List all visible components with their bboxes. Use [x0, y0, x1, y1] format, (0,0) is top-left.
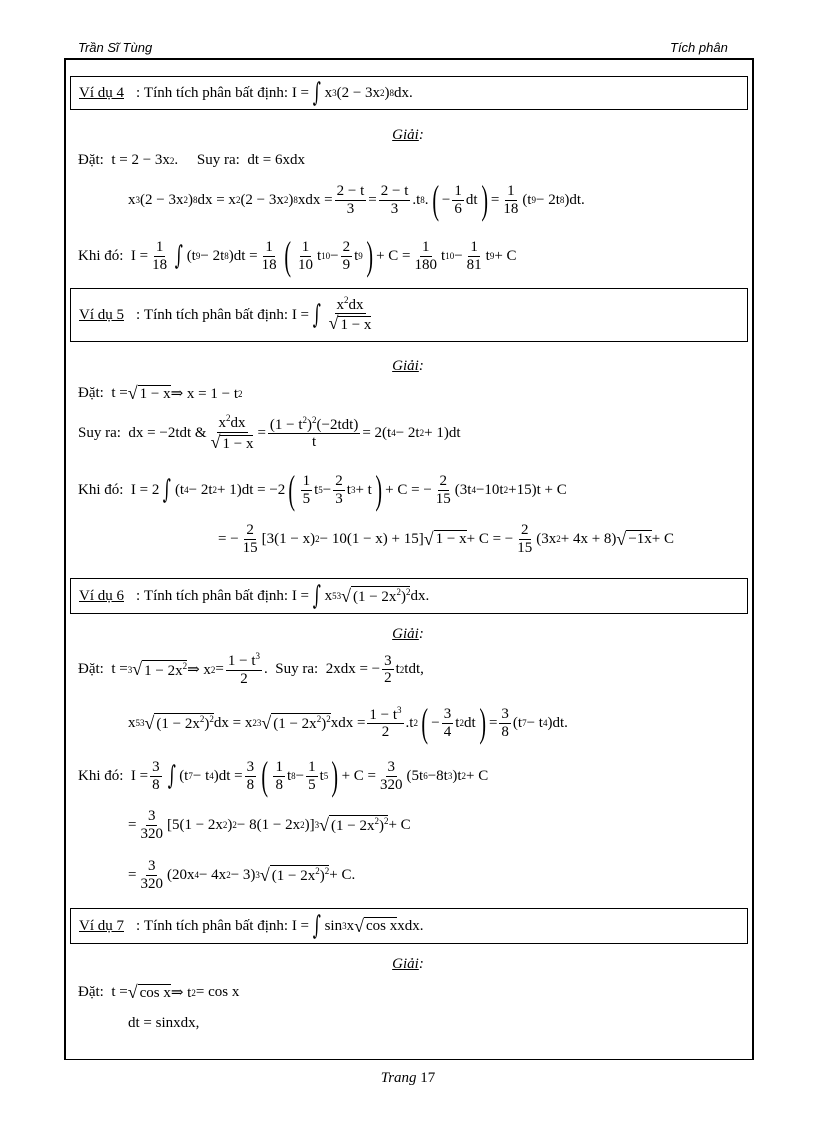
solution-heading: Giải: [392, 358, 424, 374]
formula-line: Đặt: t = √ cos x ⇒ t 2 = cos x [78, 982, 240, 1002]
formula-line: Khi đó: I = 2 ∫ (t 4 − 2t 2 + 1)dt = −2 ( $\frac{1}{5}$ t 5 − $\frac{2}{3}$ t 3 + t ) + C = − $\frac{2}{15}$ (3t 4 −10t 2 +15)t + C [78, 467, 567, 512]
example-label: Ví dụ 7 [79, 917, 124, 934]
page-footer: Trang 17 [380, 1070, 436, 1086]
example-label: Ví dụ 4 [79, 84, 124, 101]
formula-line: = − $\frac{2}{15}$ [3(1 − x) 2 − 10(1 − x) + 15] √ 1 − x + C = − $\frac{2}{15}$ (3x 2 + 4x + 8) √ −1x + C [218, 522, 674, 556]
solution-heading: Giải: [392, 956, 424, 972]
example-5-box: Ví dụ 5 : Tính tích phân bất định: I = ∫ $\frac{x^2dx}{√ 1 - x}$ [70, 288, 748, 342]
formula-line: = $\frac{3}{320}$ [5(1 − 2x 2 ) 2 − 8(1 − 2x 2 )] 3 √ $(1 - 2x^2)^2$ + C [128, 808, 411, 842]
example-text: Tính tích phân bất định: [143, 306, 289, 323]
solution-heading: Giải: [392, 127, 424, 143]
header-subject: Tích phân [670, 40, 728, 55]
example-text: Tính tích phân bất định: [143, 84, 289, 101]
example-label: Ví dụ 5 [79, 306, 124, 323]
formula-line: Đặt: t = 2 − 3x 2 . Suy ra: dt = 6xdx [78, 152, 305, 168]
example-text: Tính tích phân bất định: [143, 587, 289, 604]
formula-line: Đặt: t = √ 1 − x ⇒ x = 1 − t 2 [78, 383, 243, 403]
example-4-box: Ví dụ 4 : Tính tích phân bất định: I = ∫ x 3 (2 − 3x 2 ) 8 dx. [70, 76, 748, 110]
formula-line: Khi đó: I = $\frac{3}{8}$ ∫ (t 7 − t 4 )dt = $\frac{3}{8}$ ( $\frac{1}{8}$ t 8 − $\frac{1}{5}$ t 5 ) + C = $\frac{3}{320}$ (5t 6 −8t 3 )t 2 + C [78, 753, 489, 798]
example-text: Tính tích phân bất định: [143, 917, 289, 934]
formula-line: dt = sinxdx, [128, 1015, 200, 1031]
example-7-box: Ví dụ 7 : Tính tích phân bất định: I = ∫ sin 3 x √ cos x xdx. [70, 908, 748, 944]
formula-line: = $\frac{3}{320}$ (20x 4 − 4x 2 − 3) 3 √ $(1 - 2x^2)^2$ + C. [128, 858, 356, 892]
example-label: Ví dụ 6 [79, 587, 124, 604]
formula-line: Đặt: t = 3 √ $1 - 2x^2$ ⇒ x 2 = $\frac{1 - t^3}{2}$ . Suy ra: 2xdx = − $\frac{3}{2}$ t 2 tdt, [78, 651, 424, 687]
formula-line: Suy ra: dx = −2tdt & $\frac{x^2dx}{√ 1 - x}$ = $\frac{(1 - t^2)^2(-2tdt)}{t}$ = 2(t 4 − 2t 2 + 1)dt [78, 413, 461, 452]
example-6-box: Ví dụ 6 : Tính tích phân bất định: I = ∫ x 5 3 √ $(1 - 2x^2)^2$ dx. [70, 578, 748, 614]
header-author: Trần Sĩ Tùng [78, 40, 153, 55]
formula-line: Khi đó: I = $\frac{1}{18}$ ∫ (t 9 − 2t 8 )dt = $\frac{1}{18}$ ( $\frac{1}{10}$ t 10 − $\frac{2}{9}$ t 9 ) + C = $\frac{1}{180}$ t 10 − $\frac{1}{81}$ t 9 + C [78, 233, 517, 278]
solution-heading: Giải: [392, 626, 424, 642]
formula-line: x 5 3 √ $(1 - 2x^2)^2$ dx = x 2 3 √ $(1 - 2x^2)^2$ xdx = $\frac{1 - t^3}{2}$ .t 2 ( − $\frac{3}{4}$ t 2 dt ) = $\frac{3}{8}$ (t 7 − t 4 )dt. [128, 700, 568, 745]
formula-line: x 3 (2 − 3x 2 ) 8 dx = x 2 (2 − 3x 2 ) 8 xdx = $\frac{2 - t}{3}$ = $\frac{2 - t}{3}$ .t 8 . ( − $\frac{1}{6}$ dt ) = $\frac{1}{18}$ (t 9 − 2t 8 )dt. [128, 177, 585, 222]
